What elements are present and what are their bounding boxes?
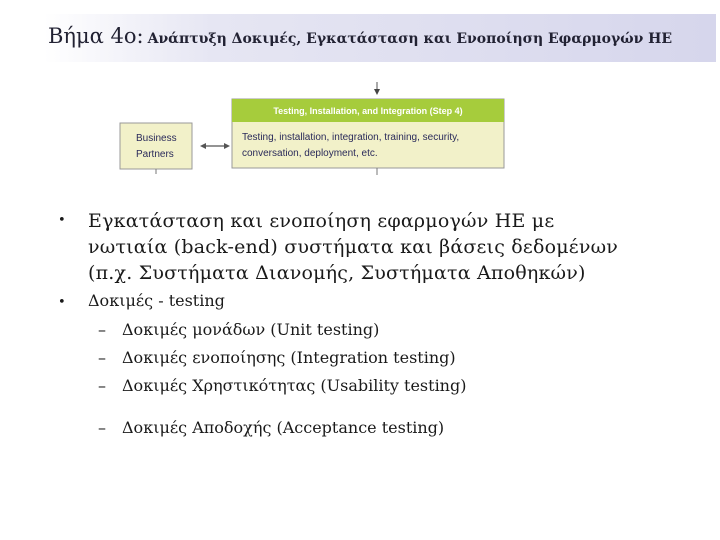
bullet-line: Εγκατάσταση και ενοποίηση εφαρμογών ΗΕ με — [88, 210, 555, 232]
testing-sublist — [98, 316, 698, 442]
partners-box — [120, 123, 192, 169]
bullet-line: (π.χ. Συστήματα Διανομής, Συστήματα Αποθηκών) — [88, 262, 586, 284]
bullet-integration — [58, 208, 698, 286]
bullet-text: Δοκιμές - testing — [88, 291, 225, 310]
subitem-acceptance: – Δοκιμές Αποδοχής (Acceptance testing) — [98, 414, 698, 442]
subitem-text: Δοκιμές Αποδοχής (Acceptance testing) — [122, 418, 445, 437]
double-arrow-left-head — [200, 143, 206, 149]
step4-body-line1: Testing, installation, integration, training, security, — [242, 132, 460, 143]
subitem-text: Δοκιμές Χρηστικότητας (Usability testing) — [122, 376, 467, 395]
bullet-testing — [58, 290, 698, 316]
bullet-mark: • — [58, 295, 66, 310]
subitem-usability: – Δοκιμές Χρηστικότητας (Usability testing) — [98, 372, 698, 400]
top-arrowhead — [374, 89, 380, 95]
step4-body-line2: conversation, deployment, etc. — [242, 148, 378, 159]
title-step: Βήμα 4ο: — [48, 24, 144, 48]
subitem-unit: – Δοκιμές μονάδων (Unit testing) — [98, 316, 698, 344]
partners-label-line2: Partners — [136, 149, 174, 160]
partners-label-line1: Business — [136, 133, 177, 144]
bullet-text — [88, 208, 618, 286]
step4-title: Testing, Installation, and Integration (Step 4) — [273, 106, 463, 116]
title-subtitle: Ανάπτυξη Δοκιμές, Εγκατάσταση και Ενοποίηση Εφαρμογών ΗΕ — [147, 31, 673, 47]
bullet-line: νωτιαία (back-end) συστήματα και βάσεις δεδομένων — [88, 236, 619, 258]
double-arrow-right-head — [224, 143, 230, 149]
subitem-integration: – Δοκιμές ενοποίησης (Integration testing) — [98, 344, 698, 372]
subitem-text: Δοκιμές ενοποίησης (Integration testing) — [122, 348, 456, 367]
bullet-mark: • — [58, 213, 66, 228]
process-diagram — [0, 0, 720, 200]
bullet-list — [58, 208, 698, 442]
subitem-text: Δοκιμές μονάδων (Unit testing) — [122, 320, 380, 339]
